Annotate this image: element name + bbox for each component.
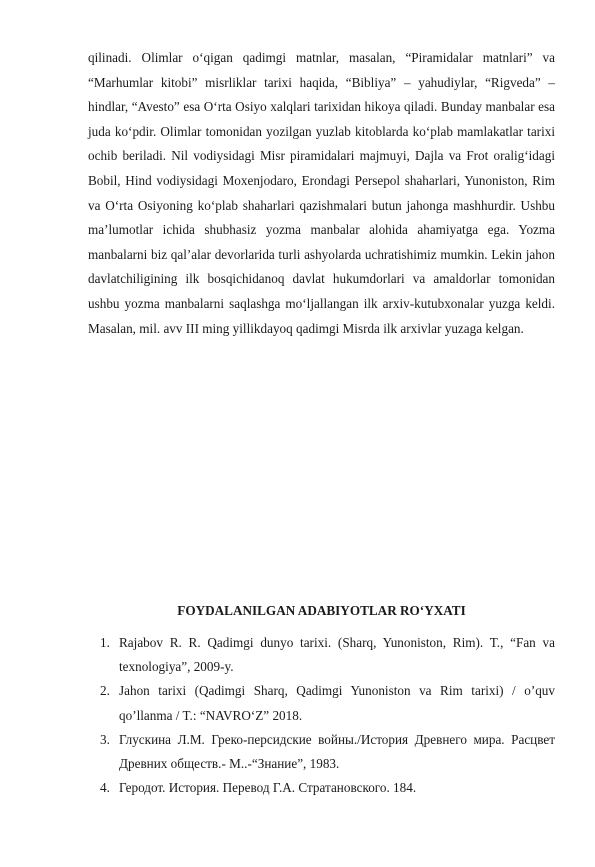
reference-text: Геродот. История. Перевод Г.А. Стратановского. 184. <box>119 780 417 796</box>
reference-text: Глускина Л.М. Греко-персидские войны./История Древнего мира. Расцвет Древних обществ.- М..-“Знание”, 1983. <box>119 731 555 772</box>
reference-item <box>88 679 555 727</box>
reference-item <box>88 631 555 679</box>
reference-number: 3. <box>100 731 110 747</box>
references-title: FOYDALANILGAN ADABIYOTLAR RO‘YXATI <box>177 603 466 618</box>
reference-item <box>88 776 555 800</box>
reference-text: Jahon tarixi (Qadimgi Sharq, Qadimgi Yunoniston va Rim tarixi) / o’quv qo’llanma / T.: “NAVRO‘Z” 2018. <box>119 683 555 723</box>
body-paragraph: qilinadi. Olimlar o‘qigan qadimgi matnlar, masalan, “Piramidalar matnlari” va “Marhumlar kitobi” misrliklar tarixi haqida, “Bibliya” – yahudiylar, “Rigveda” – hindlar, “Avesto” esa O‘rta Osiyo xalqlari tarixidan hikoya qiladi. Bunday manbalar esa juda ko‘pdir. Olimlar tomonidan yozilgan yuzlab kitoblarda ko‘plab mamlakatlar tarixi ochib beriladi. Nil vodiysidagi Misr piramidalari majmuyi, Dajla va Frot oralig‘idagi Bobil, Hind vodiysidagi Moxenjodaro, Erondagi Persepol shaharlari, Yunoniston, Rim va O‘rta Osiyoning ko‘plab shaharlari qazishmalari butun jahonga mashhurdir. Ushbu ma’lumotlar ichida shubhasiz yozma manbalar alohida ahamiyatga ega. Yozma manbalarni biz qal’alar devorlarida turli ashyolarda uchratishimiz mumkin. Lekin jahon davlatchiligining ilk bosqichidanoq davlat hukumdorlari va amaldorlar tomonidan ushbu yozma manbalarni saqlashga mo‘ljallangan ilk arxiv-kutubxonalar yuzga keldi. Masalan, mil. avv III ming yillikdayoq qadimgi Misrda ilk arxivlar yuzaga kelgan. <box>88 50 555 336</box>
reference-number: 4. <box>100 780 110 796</box>
reference-number: 1. <box>100 635 110 650</box>
reference-text: Rajabov R. R. Qadimgi dunyo tarixi. (Sharq, Yunoniston, Rim). T., “Fan va texnologiya”, 2009-y. <box>119 635 555 675</box>
reference-number: 2. <box>100 683 110 699</box>
references-list <box>88 631 555 800</box>
reference-item <box>88 728 555 776</box>
